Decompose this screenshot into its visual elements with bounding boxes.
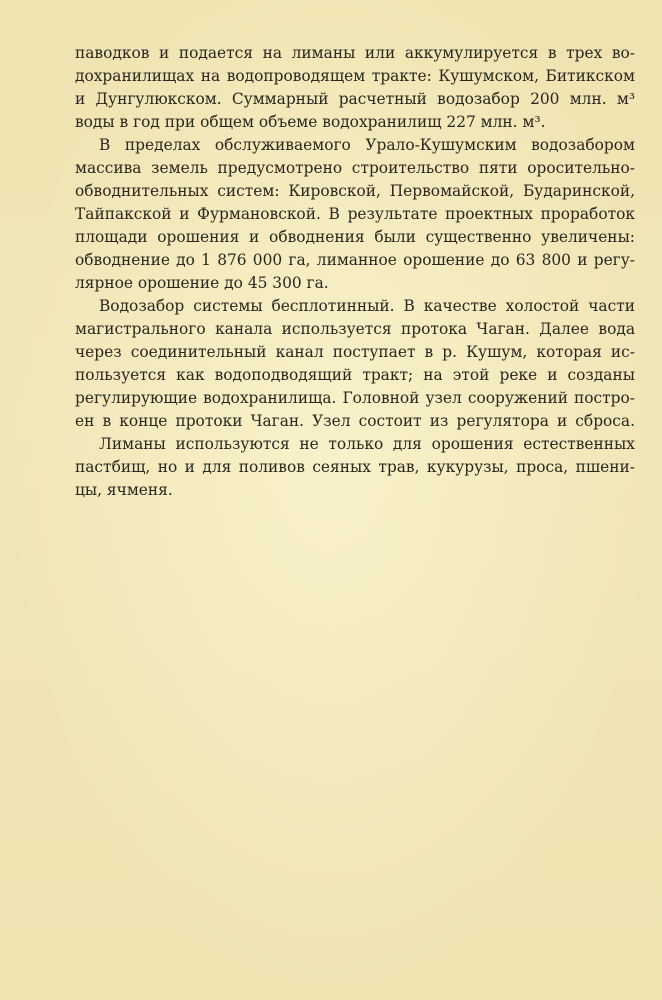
paragraph-4 <box>75 433 635 502</box>
text-line: Лиманы используются не только для орошения естественных <box>99 435 635 453</box>
text-line: воды в год при общем объеме водохранилищ 227 млн. м³. <box>75 113 546 131</box>
text-line: регулирующие водохранилища. Головной узел сооружений постро- <box>75 389 635 407</box>
text-line: ен в конце протоки Чаган. Узел состоит из регулятора и сброса. <box>75 412 635 430</box>
text-line: Водозабор системы бесплотинный. В качестве холостой части <box>99 297 635 315</box>
text-line: паводков и подается на лиманы или аккумулируется в трех во- <box>75 44 635 62</box>
text-line: пастбищ, но и для поливов сеяных трав, кукурузы, проса, пшени- <box>75 458 635 476</box>
text-line: В пределах обслуживаемого Урало-Кушумским водозабором <box>99 136 635 154</box>
text-line: Тайпакской и Фурмановской. В результате проектных проработок <box>75 205 635 223</box>
text-line: площади орошения и обводнения были существенно увеличены: <box>75 228 635 246</box>
body-text <box>75 42 635 502</box>
text-line: пользуется как водоподводящий тракт; на этой реке и созданы <box>75 366 635 384</box>
text-line: массива земель предусмотрено строительство пяти оросительно- <box>75 159 635 177</box>
text-line: магистрального канала используется протока Чаган. Далее вода <box>75 320 635 338</box>
text-line: обводнение до 1 876 000 га, лиманное орошение до 63 800 и регу- <box>75 251 635 269</box>
text-line: и Дунгулюкском. Суммарный расчетный водозабор 200 млн. м³ <box>75 90 635 108</box>
text-line: цы, ячменя. <box>75 481 173 499</box>
text-line: дохранилищах на водопроводящем тракте: Кушумском, Битикском <box>75 67 635 85</box>
text-line: обводнительных систем: Кировской, Первомайской, Бударинской, <box>75 182 635 200</box>
text-line: через соединительный канал поступает в р. Кушум, которая ис- <box>75 343 635 361</box>
paragraph-3 <box>75 295 635 433</box>
paragraph-2 <box>75 134 635 295</box>
text-line: лярное орошение до 45 300 га. <box>75 274 329 292</box>
paragraph-1 <box>75 42 635 134</box>
